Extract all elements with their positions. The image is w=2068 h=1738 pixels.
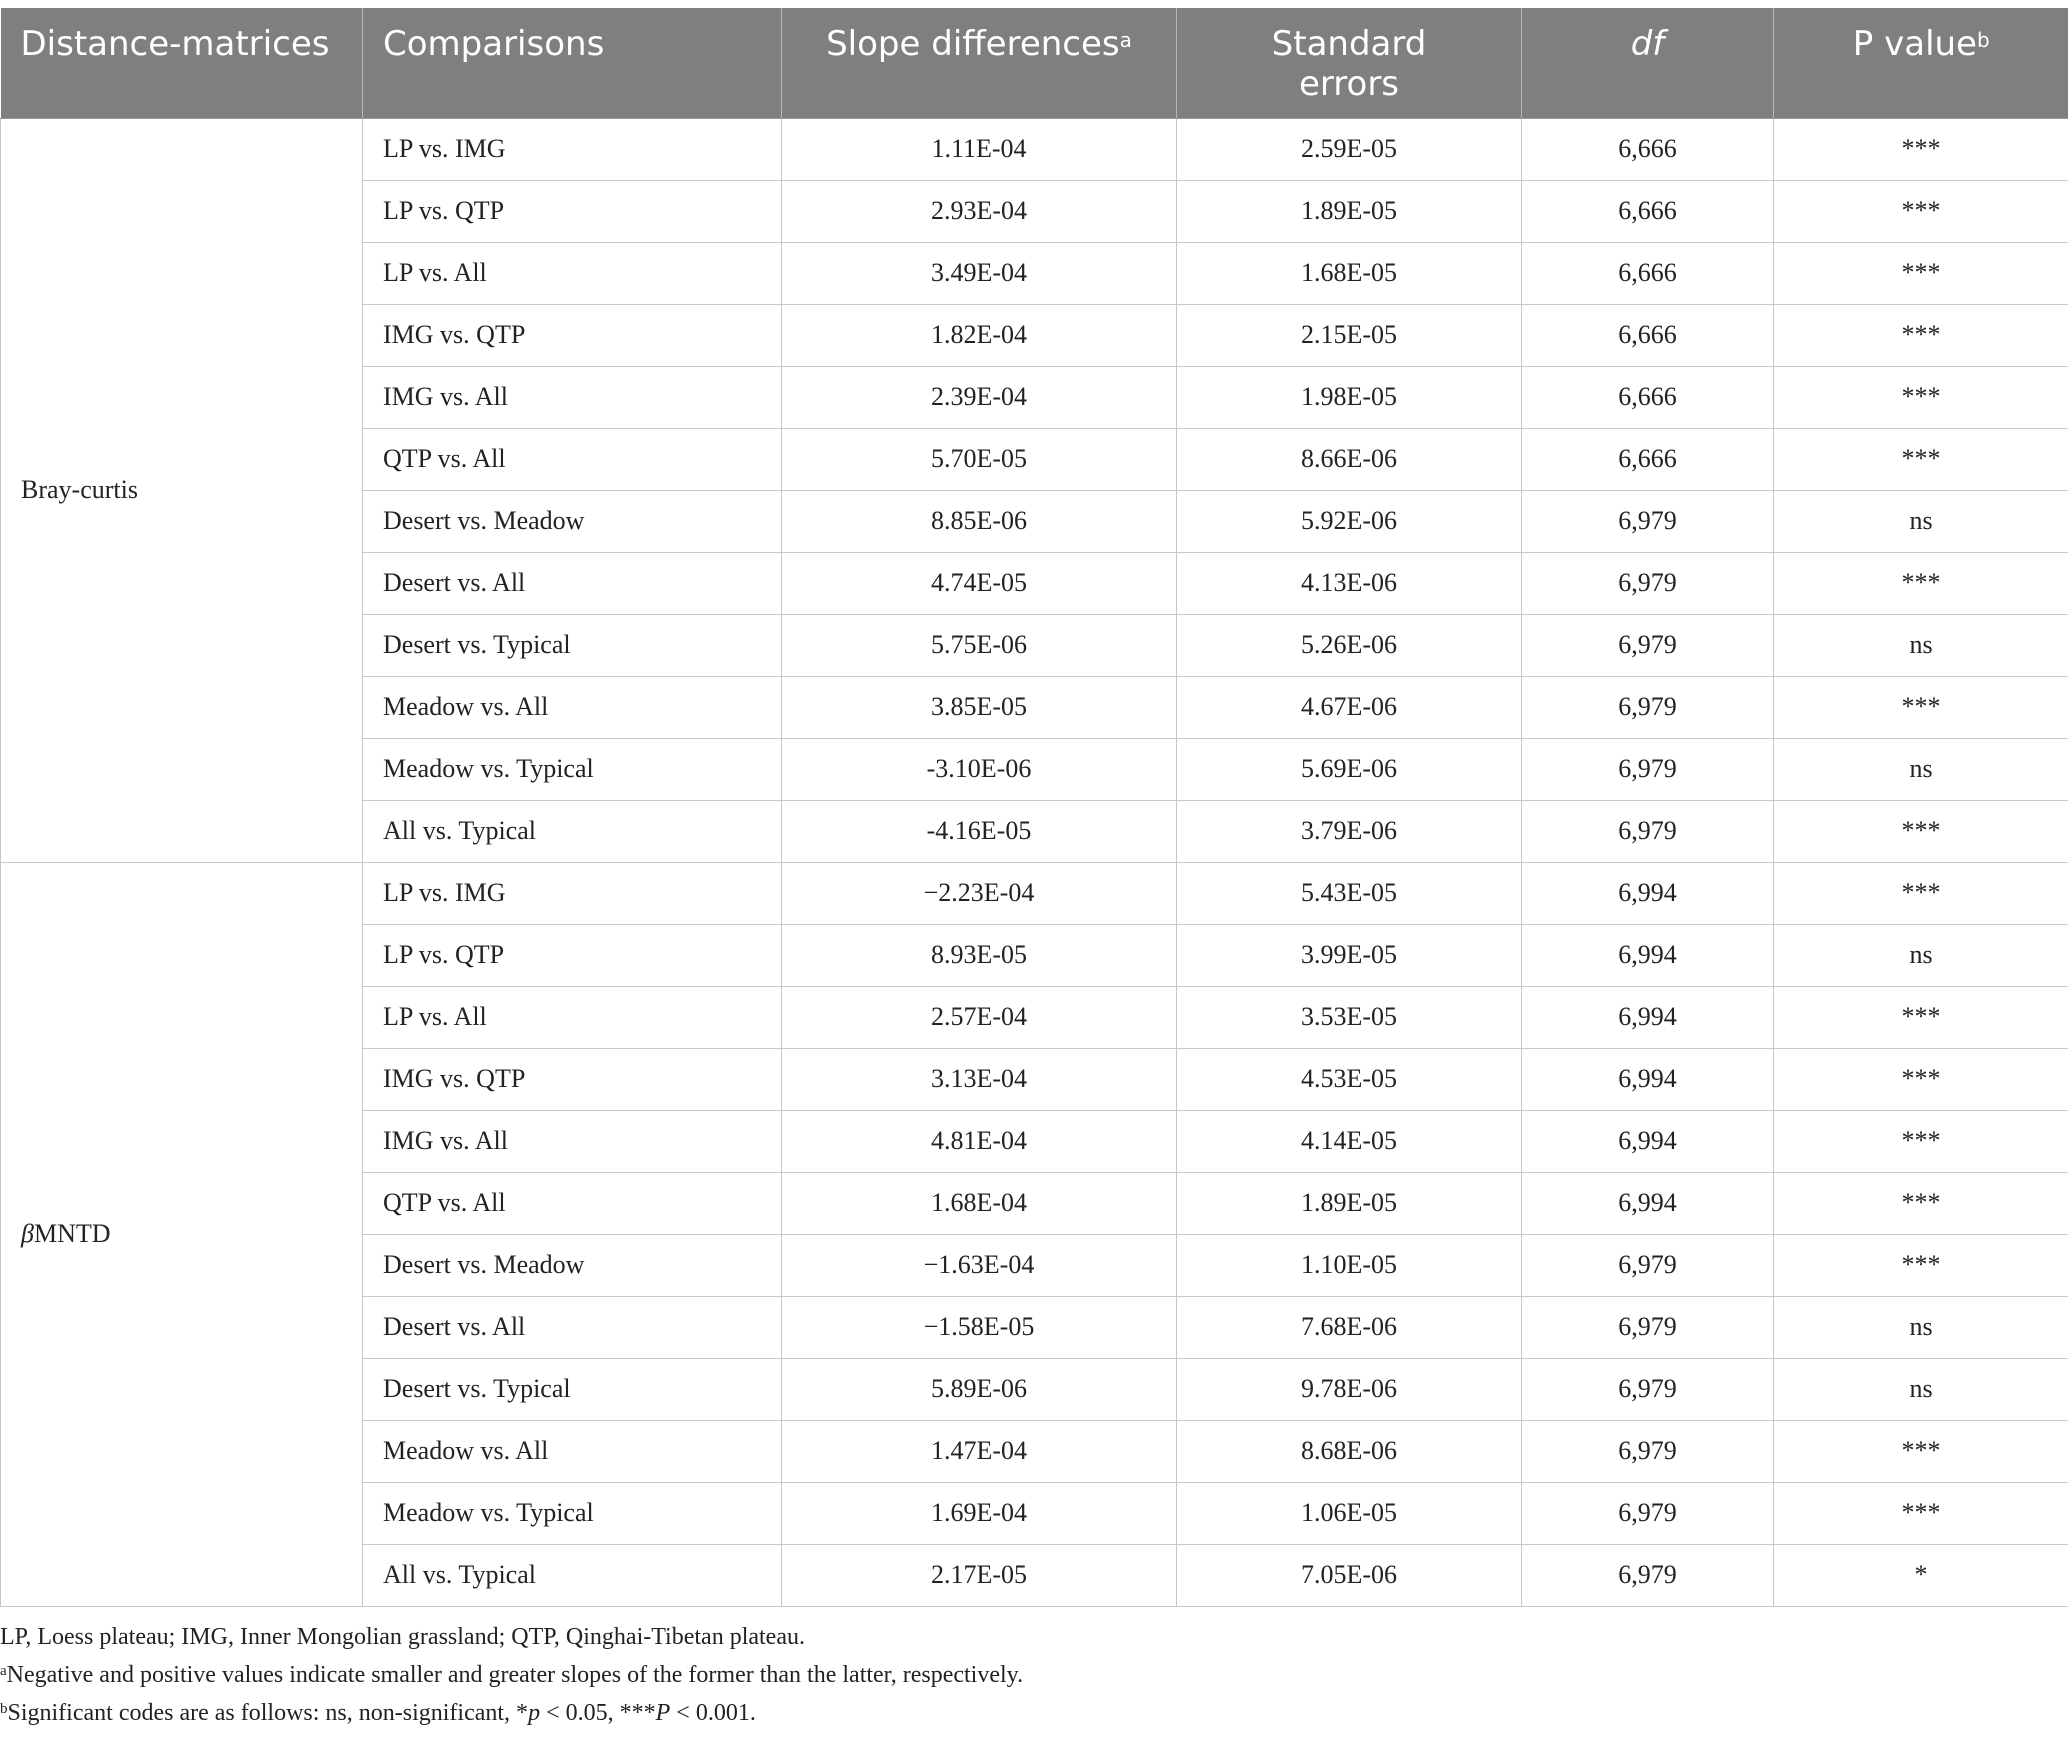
table-body <box>1 118 2068 1606</box>
comparison-cell: IMG vs. All <box>363 366 782 428</box>
slope-difference-cell: 5.70E-05 <box>782 428 1177 490</box>
comparison-cell: LP vs. All <box>363 242 782 304</box>
p-value-cell: *** <box>1774 1172 2068 1234</box>
df-cell: 6,994 <box>1522 924 1774 986</box>
p-value-cell: *** <box>1774 1234 2068 1296</box>
slope-difference-cell: 4.81E-04 <box>782 1110 1177 1172</box>
header-p-value: P value$^b$ <box>1774 8 2068 118</box>
comparison-cell: All vs. Typical <box>363 1544 782 1606</box>
slope-difference-cell: 8.85E-06 <box>782 490 1177 552</box>
standard-error-cell: 2.15E-05 <box>1177 304 1522 366</box>
standard-error-cell: 7.05E-06 <box>1177 1544 1522 1606</box>
table-footnotes <box>0 1618 1023 1732</box>
slope-difference-cell: 1.11E-04 <box>782 118 1177 180</box>
comparison-cell: Desert vs. Typical <box>363 614 782 676</box>
slope-difference-cell: 1.47E-04 <box>782 1420 1177 1482</box>
comparison-cell: Desert vs. All <box>363 552 782 614</box>
comparison-cell: Desert vs. All <box>363 1296 782 1358</box>
standard-error-cell: 5.92E-06 <box>1177 490 1522 552</box>
table-row <box>1 862 2068 924</box>
p-value-cell: *** <box>1774 1110 2068 1172</box>
p-value-cell: ns <box>1774 614 2068 676</box>
header-comparisons: Comparisons <box>363 8 782 118</box>
standard-error-cell: 3.99E-05 <box>1177 924 1522 986</box>
comparison-cell: Meadow vs. Typical <box>363 738 782 800</box>
header-distance-matrices: Distance-matrices <box>1 8 363 118</box>
header-slope-differences: Slope differences$^a$ <box>782 8 1177 118</box>
standard-error-cell: 4.13E-06 <box>1177 552 1522 614</box>
standard-error-cell: 3.79E-06 <box>1177 800 1522 862</box>
standard-error-cell: 8.68E-06 <box>1177 1420 1522 1482</box>
slope-difference-cell: −1.63E-04 <box>782 1234 1177 1296</box>
slope-difference-cell: 3.85E-05 <box>782 676 1177 738</box>
slope-difference-cell: 3.49E-04 <box>782 242 1177 304</box>
df-cell: 6,979 <box>1522 1296 1774 1358</box>
footnote-a: $^a$Negative and positive values indicate smaller and greater slopes of the former than the latter, respectively. <box>0 1662 1024 1688</box>
standard-error-cell: 1.89E-05 <box>1177 1172 1522 1234</box>
distance-matrix-group-label: Bray-curtis <box>1 118 363 862</box>
standard-error-cell: 1.06E-05 <box>1177 1482 1522 1544</box>
footnote-marker-a: a <box>1119 28 1132 52</box>
slope-difference-cell: -4.16E-05 <box>782 800 1177 862</box>
df-cell: 6,979 <box>1522 1234 1774 1296</box>
comparison-cell: Meadow vs. All <box>363 676 782 738</box>
slope-difference-cell: 5.75E-06 <box>782 614 1177 676</box>
df-cell: 6,994 <box>1522 1048 1774 1110</box>
standard-error-cell: 4.14E-05 <box>1177 1110 1522 1172</box>
comparison-cell: LP vs. IMG <box>363 862 782 924</box>
df-cell: 6,994 <box>1522 862 1774 924</box>
p-value-cell: *** <box>1774 1048 2068 1110</box>
p-value-cell: *** <box>1774 242 2068 304</box>
standard-error-cell: 2.59E-05 <box>1177 118 1522 180</box>
p-value-cell: *** <box>1774 118 2068 180</box>
header-standard-errors: Standard errors <box>1177 8 1522 118</box>
p-value-cell: ns <box>1774 490 2068 552</box>
df-cell: 6,994 <box>1522 1172 1774 1234</box>
comparison-cell: Meadow vs. All <box>363 1420 782 1482</box>
df-cell: 6,979 <box>1522 552 1774 614</box>
df-cell: 6,666 <box>1522 118 1774 180</box>
slope-difference-cell: 1.69E-04 <box>782 1482 1177 1544</box>
p-value-cell: *** <box>1774 986 2068 1048</box>
p-value-cell: ns <box>1774 1296 2068 1358</box>
comparison-cell: Desert vs. Typical <box>363 1358 782 1420</box>
df-cell: 6,666 <box>1522 242 1774 304</box>
table-header <box>1 8 2068 118</box>
df-cell: 6,666 <box>1522 304 1774 366</box>
p-value-cell: *** <box>1774 862 2068 924</box>
df-cell: 6,979 <box>1522 1544 1774 1606</box>
slope-difference-cell: 2.39E-04 <box>782 366 1177 428</box>
comparison-cell: Desert vs. Meadow <box>363 490 782 552</box>
standard-error-cell: 8.66E-06 <box>1177 428 1522 490</box>
comparison-cell: Desert vs. Meadow <box>363 1234 782 1296</box>
comparison-cell: IMG vs. QTP <box>363 304 782 366</box>
p-value-cell: ns <box>1774 924 2068 986</box>
slope-difference-cell: 1.82E-04 <box>782 304 1177 366</box>
df-cell: 6,979 <box>1522 738 1774 800</box>
df-cell: 6,994 <box>1522 1110 1774 1172</box>
p-value-cell: ns <box>1774 1358 2068 1420</box>
p-value-cell: * <box>1774 1544 2068 1606</box>
p-value-cell: *** <box>1774 304 2068 366</box>
slope-difference-cell: −2.23E-04 <box>782 862 1177 924</box>
slope-difference-cell: 3.13E-04 <box>782 1048 1177 1110</box>
standard-error-cell: 4.53E-05 <box>1177 1048 1522 1110</box>
footnote-marker-b: b <box>1976 28 1990 52</box>
p-value-cell: *** <box>1774 180 2068 242</box>
comparison-cell: IMG vs. All <box>363 1110 782 1172</box>
standard-error-cell: 1.10E-05 <box>1177 1234 1522 1296</box>
comparison-cell: LP vs. IMG <box>363 118 782 180</box>
p-value-cell: *** <box>1774 552 2068 614</box>
standard-error-cell: 4.67E-06 <box>1177 676 1522 738</box>
p-value-cell: *** <box>1774 800 2068 862</box>
standard-error-cell: 5.43E-05 <box>1177 862 1522 924</box>
df-cell: 6,979 <box>1522 800 1774 862</box>
slope-difference-cell: 2.93E-04 <box>782 180 1177 242</box>
slope-difference-cell: 5.89E-06 <box>782 1358 1177 1420</box>
df-cell: 6,979 <box>1522 676 1774 738</box>
slope-difference-cell: 2.17E-05 <box>782 1544 1177 1606</box>
standard-error-cell: 5.69E-06 <box>1177 738 1522 800</box>
standard-error-cell: 1.89E-05 <box>1177 180 1522 242</box>
slope-difference-cell: -3.10E-06 <box>782 738 1177 800</box>
header-df: df <box>1522 8 1774 118</box>
df-cell: 6,666 <box>1522 428 1774 490</box>
p-value-cell: ns <box>1774 738 2068 800</box>
slope-difference-cell: 4.74E-05 <box>782 552 1177 614</box>
slope-difference-cell: −1.58E-05 <box>782 1296 1177 1358</box>
comparison-cell: Meadow vs. Typical <box>363 1482 782 1544</box>
standard-error-cell: 1.98E-05 <box>1177 366 1522 428</box>
comparison-cell: LP vs. QTP <box>363 180 782 242</box>
slope-difference-cell: 2.57E-04 <box>782 986 1177 1048</box>
table-row <box>1 118 2068 180</box>
comparison-cell: LP vs. All <box>363 986 782 1048</box>
p-value-cell: *** <box>1774 1482 2068 1544</box>
results-table <box>0 8 2068 1607</box>
slope-difference-cell: 8.93E-05 <box>782 924 1177 986</box>
footnote-b: $^b$Significant codes are as follows: ns, non-significant, *p < 0.05, ***P < 0.001. <box>0 1700 756 1726</box>
df-cell: 6,994 <box>1522 986 1774 1048</box>
comparison-cell: LP vs. QTP <box>363 924 782 986</box>
df-cell: 6,979 <box>1522 490 1774 552</box>
footnote-abbreviations: LP, Loess plateau; IMG, Inner Mongolian grassland; QTP, Qinghai-Tibetan plateau. <box>0 1624 805 1650</box>
df-cell: 6,979 <box>1522 614 1774 676</box>
p-value-cell: *** <box>1774 1420 2068 1482</box>
p-value-cell: *** <box>1774 428 2068 490</box>
comparison-cell: All vs. Typical <box>363 800 782 862</box>
standard-error-cell: 9.78E-06 <box>1177 1358 1522 1420</box>
standard-error-cell: 5.26E-06 <box>1177 614 1522 676</box>
standard-error-cell: 7.68E-06 <box>1177 1296 1522 1358</box>
df-cell: 6,666 <box>1522 180 1774 242</box>
p-value-cell: *** <box>1774 366 2068 428</box>
slope-difference-cell: 1.68E-04 <box>782 1172 1177 1234</box>
df-cell: 6,666 <box>1522 366 1774 428</box>
standard-error-cell: 3.53E-05 <box>1177 986 1522 1048</box>
comparison-cell: IMG vs. QTP <box>363 1048 782 1110</box>
df-cell: 6,979 <box>1522 1420 1774 1482</box>
df-cell: 6,979 <box>1522 1358 1774 1420</box>
comparison-cell: QTP vs. All <box>363 1172 782 1234</box>
comparison-cell: QTP vs. All <box>363 428 782 490</box>
distance-matrix-group-label: βMNTD <box>1 862 363 1606</box>
df-cell: 6,979 <box>1522 1482 1774 1544</box>
standard-error-cell: 1.68E-05 <box>1177 242 1522 304</box>
p-value-cell: *** <box>1774 676 2068 738</box>
